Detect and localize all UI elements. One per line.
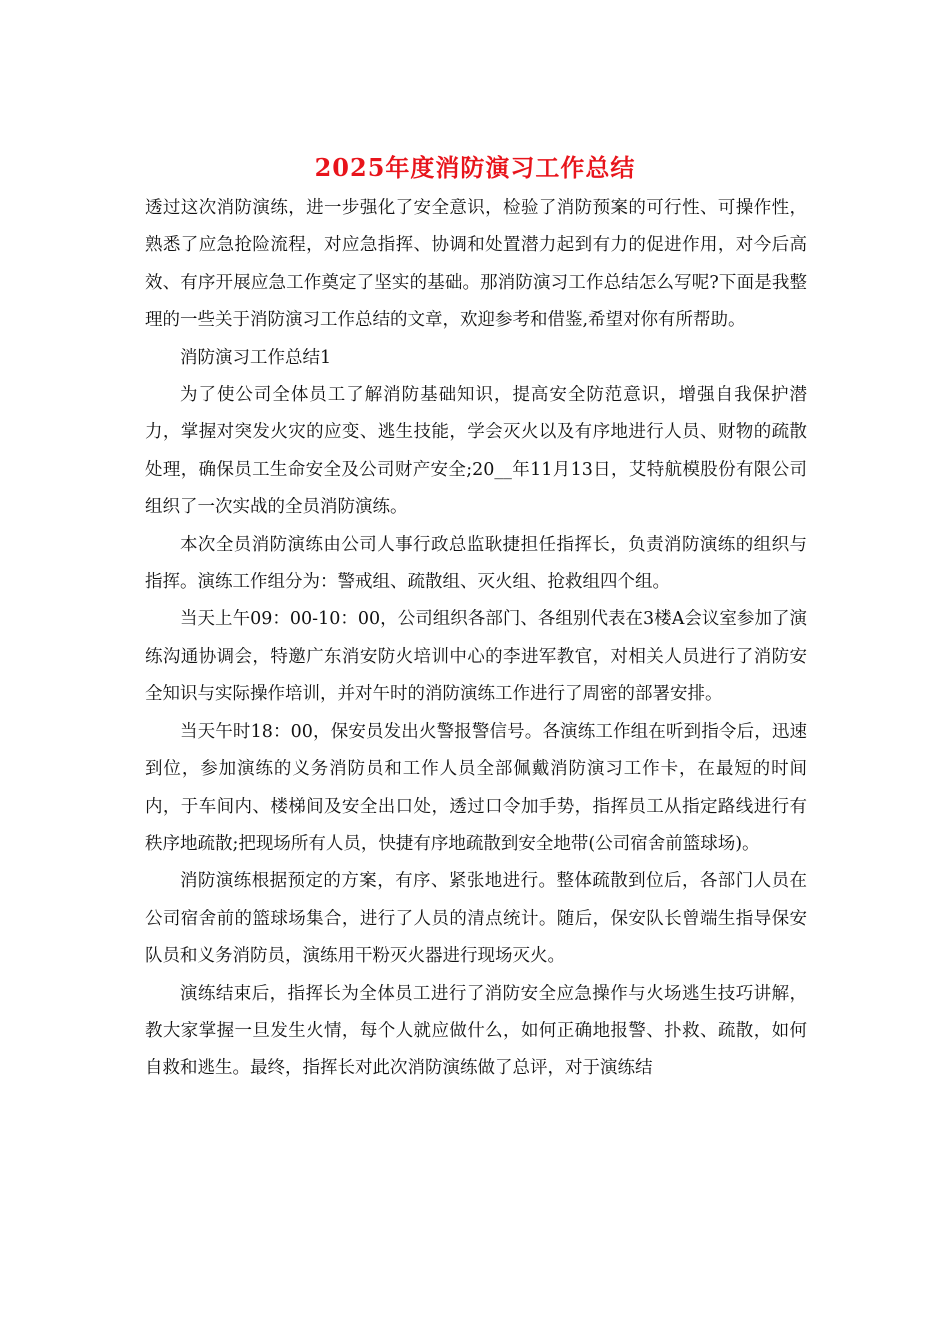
body-paragraph: 演练结束后，指挥长为全体员工进行了消防安全应急操作与火场逃生技巧讲解，教大家掌握一旦发生火情，每个人就应做什么，如何正确地报警、扑救、疏散，如何自救和逃生。最终，指挥长对此次消防演练做了总评，对于演练结	[145, 983, 807, 1079]
document-title: 2025年度消防演习工作总结	[314, 153, 636, 182]
body-paragraph: 当天上午09：00-10：00，公司组织各部门、各组别代表在3楼A会议室参加了演练沟通协调会，特邀广东消安防火培训中心的李进军教官，对相关人员进行了消防安全知识与实际操作培训，并对午时的消防演练工作进行了周密的部署安排。	[145, 609, 807, 705]
section-heading: 消防演习工作总结1	[180, 347, 332, 368]
document-body	[145, 190, 807, 1088]
body-paragraph: 本次全员消防演练由公司人事行政总监耿捷担任指挥长，负责消防演练的组织与指挥。演练工作组分为：警戒组、疏散组、灭火组、抢救组四个组。	[145, 534, 807, 593]
body-paragraph: 消防演练根据预定的方案，有序、紧张地进行。整体疏散到位后，各部门人员在公司宿舍前的篮球场集合，进行了人员的清点统计。随后，保安队长曾端生指导保安队员和义务消防员，演练用干粉灭火器进行现场灭火。	[145, 871, 807, 967]
body-paragraph: 为了使公司全体员工了解消防基础知识，提高安全防范意识，增强自我保护潜力，掌握对突发火灾的应变、逃生技能，学会灭火以及有序地进行人员、财物的疏散处理，确保员工生命安全及公司财产安全;20__年11月13日，艾特航模股份有限公司组织了一次实战的全员消防演练。	[145, 385, 807, 518]
intro-paragraph: 透过这次消防演练，进一步强化了安全意识，检验了消防预案的可行性、可操作性，熟悉了应急抢险流程，对应急指挥、协调和处置潜力起到有力的促进作用，对今后高效、有序开展应急工作奠定了坚实的基础。那消防演习工作总结怎么写呢?下面是我整理的一些关于消防演习工作总结的文章，欢迎参考和借鉴,希望对你有所帮助。	[145, 198, 807, 331]
body-paragraph: 当天午时18：00，保安员发出火警报警信号。各演练工作组在听到指令后，迅速到位，参加演练的义务消防员和工作人员全部佩戴消防演习工作卡，在最短的时间内，于车间内、楼梯间及安全出口处，透过口令加手势，指挥员工从指定路线进行有秩序地疏散;把现场所有人员，快捷有序地疏散到安全地带(公司宿舍前篮球场)。	[145, 721, 807, 854]
